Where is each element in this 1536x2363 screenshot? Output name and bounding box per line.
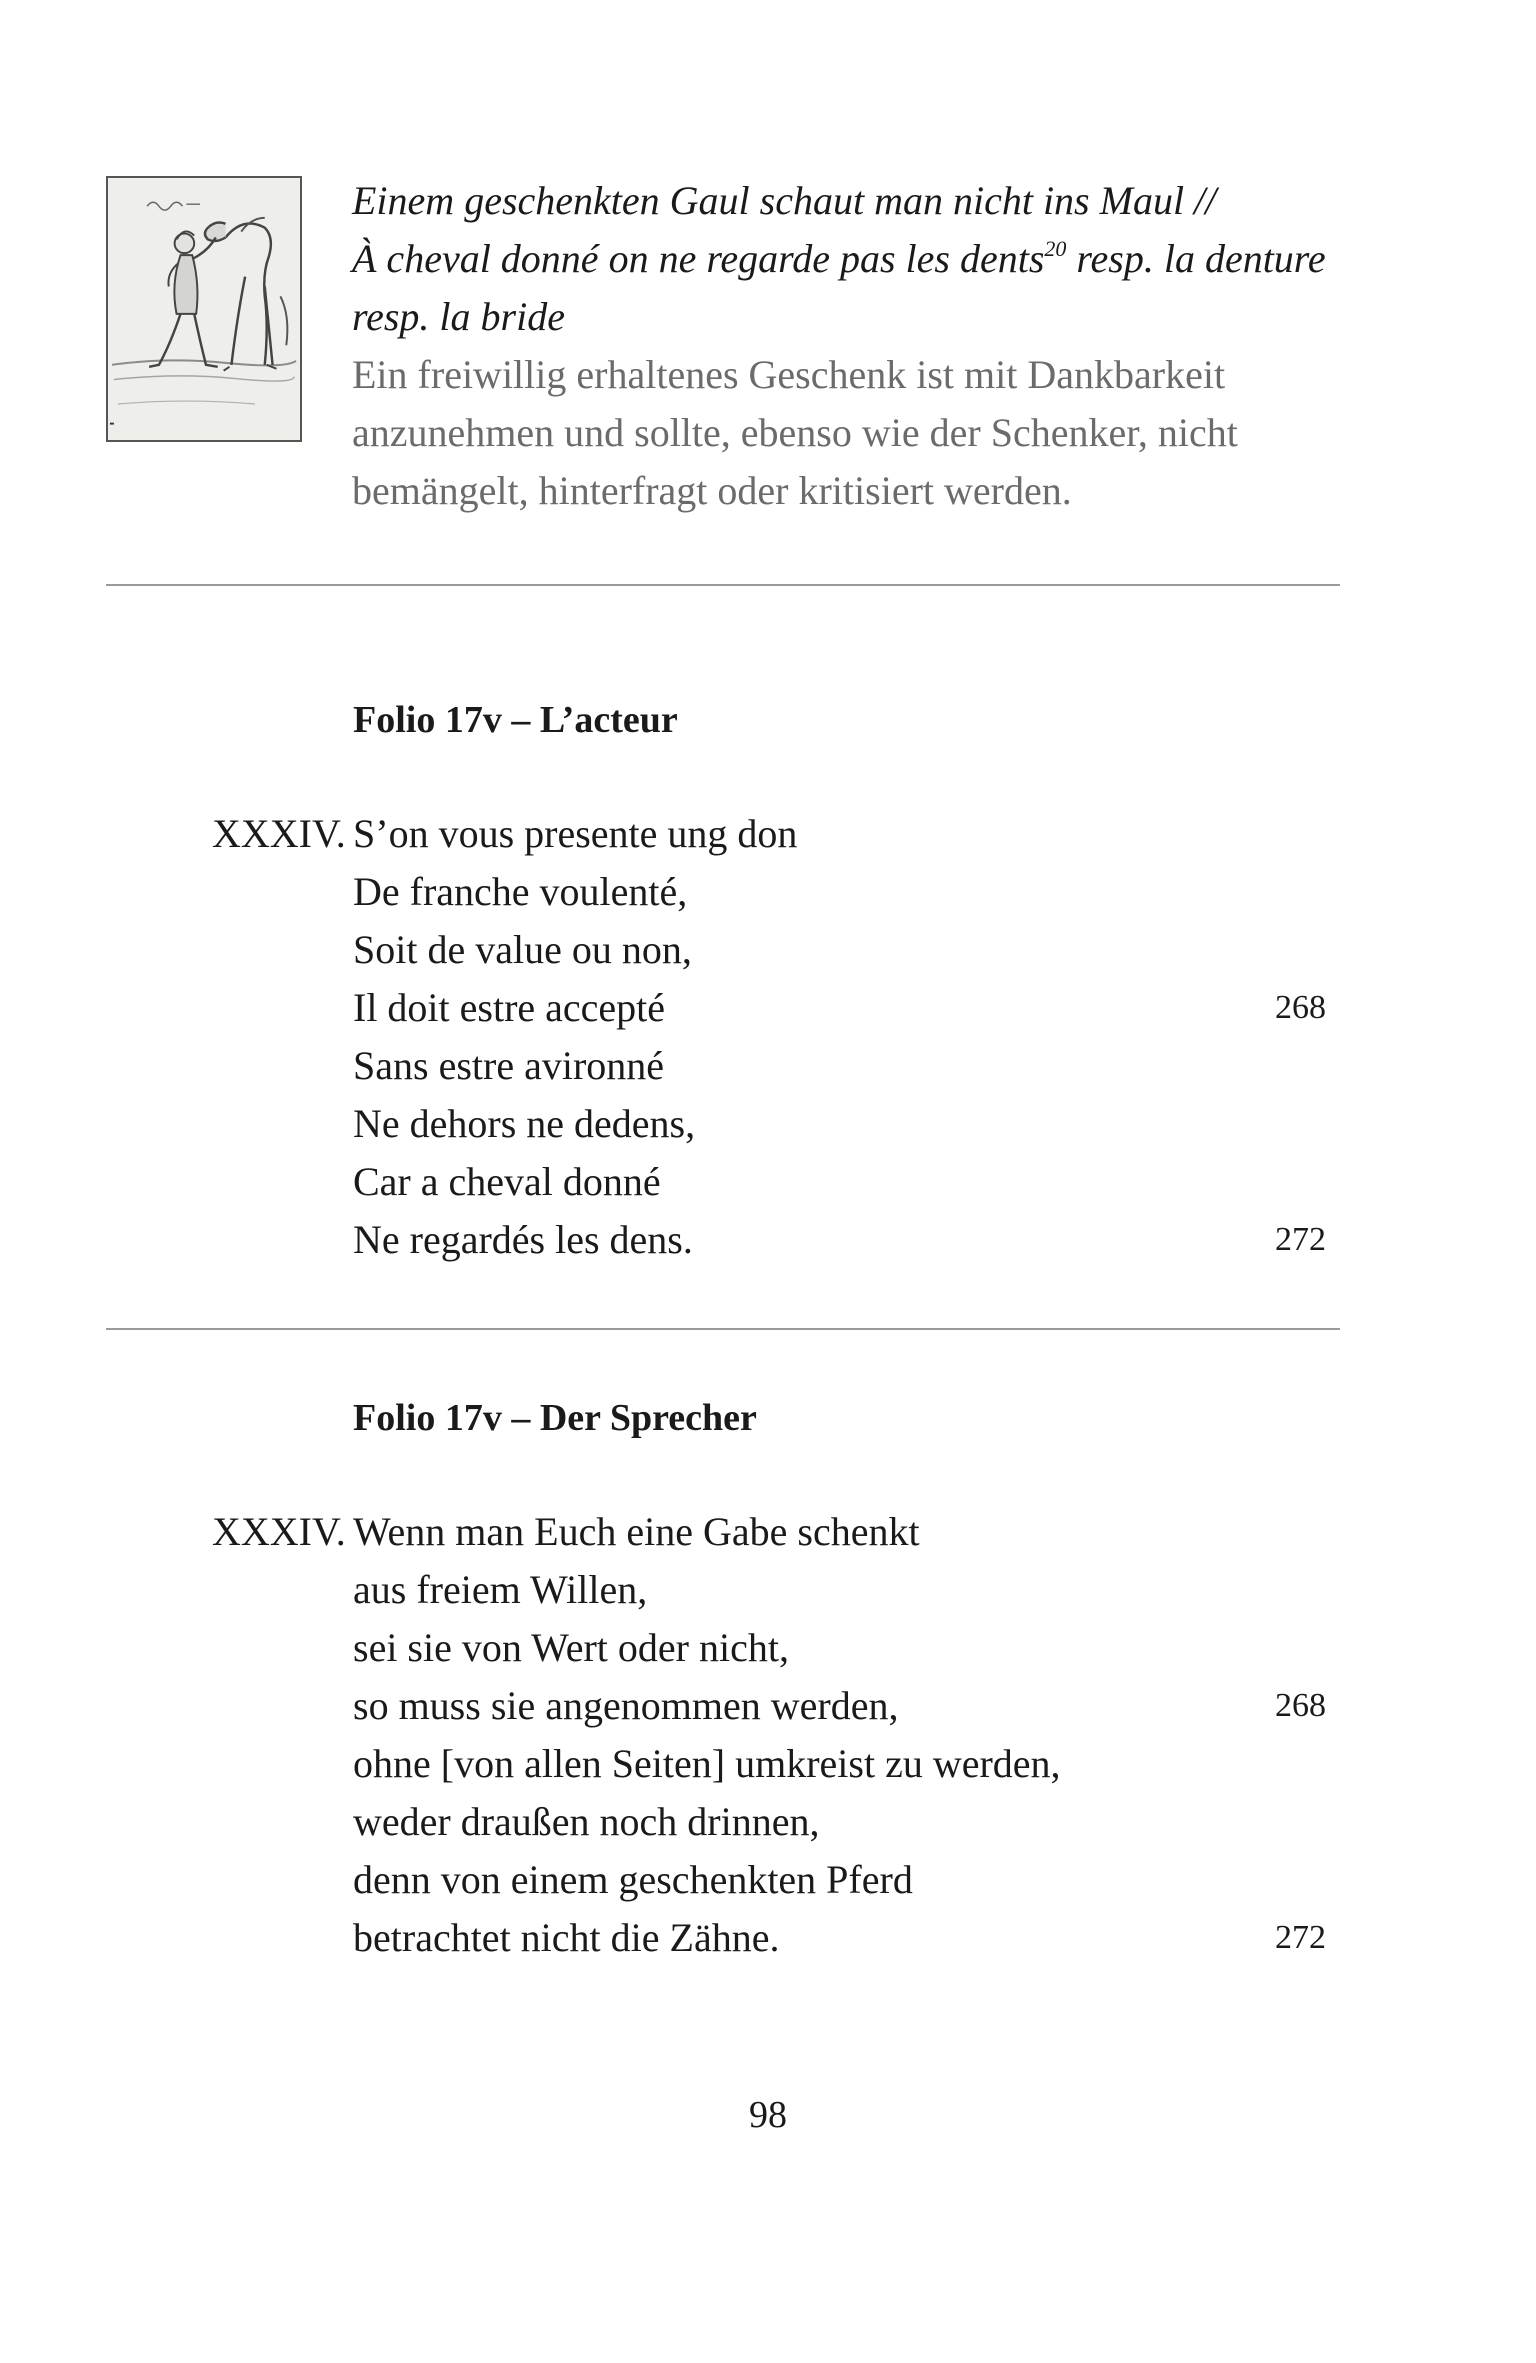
stanza-number: XXXIV. — [212, 1509, 346, 1554]
verse-text: Soit de value ou non, — [353, 927, 692, 972]
verse-line — [212, 1909, 1342, 1967]
verse-text: Ne regardés les dens. — [353, 1217, 693, 1262]
verse-text: sei sie von Wert oder nicht, — [353, 1625, 789, 1670]
verse-line — [212, 1503, 1342, 1561]
verse-line — [212, 1561, 1342, 1619]
verse-text: S’on vous presente ung don — [353, 811, 798, 856]
verse-text: betrachtet nicht die Zähne. — [353, 1915, 780, 1960]
proverb-french-variant: resp. la denture — [1066, 236, 1326, 281]
verse-line — [212, 1677, 1342, 1735]
divider — [106, 584, 1340, 586]
verse-line — [212, 805, 1342, 863]
proverb-french-variant-2: resp. la bride — [352, 294, 565, 339]
verse-line — [212, 921, 1342, 979]
line-number: 272 — [1275, 1919, 1326, 1956]
verse-line — [212, 1153, 1342, 1211]
verse-line — [212, 1793, 1342, 1851]
stanza-number: XXXIV. — [212, 811, 346, 856]
section-heading-sprecher: Folio 17v – Der Sprecher — [353, 1397, 757, 1439]
verse-text: so muss sie angenommen werden, — [353, 1683, 899, 1728]
verse-text: Wenn man Euch eine Gabe schenkt — [353, 1509, 920, 1554]
stanza-french — [212, 805, 1342, 1269]
verse-text: De franche voulenté, — [353, 869, 688, 914]
manuscript-illustration — [106, 176, 302, 442]
proverb-french-text: À cheval donné on ne regarde pas les dents — [352, 236, 1045, 281]
verse-line — [212, 1211, 1342, 1269]
verse-text: Il doit estre accepté — [353, 985, 666, 1030]
verse-line — [212, 1095, 1342, 1153]
line-number: 272 — [1275, 1221, 1326, 1258]
verse-text: Car a cheval donné — [353, 1159, 661, 1204]
proverb-explanation-line: bemängelt, hinterfragt oder kritisiert werden. — [352, 468, 1072, 513]
footnote-ref[interactable]: 20 — [1044, 235, 1067, 261]
verse-text: Sans estre avironné — [353, 1043, 665, 1088]
section-heading-acteur: Folio 17v – L’acteur — [353, 699, 678, 741]
man-with-horse-icon — [108, 178, 300, 440]
verse-line — [212, 979, 1342, 1037]
proverb-explanation-line: Ein freiwillig erhaltenes Geschenk ist mit Dankbarkeit — [352, 352, 1226, 397]
proverb-block — [352, 172, 1352, 520]
verse-line — [212, 1619, 1342, 1677]
verse-line — [212, 1037, 1342, 1095]
line-number: 268 — [1275, 1687, 1326, 1724]
verse-line — [212, 1735, 1342, 1793]
verse-text: aus freiem Willen, — [353, 1567, 648, 1612]
proverb-german: Einem geschenkten Gaul schaut man nicht ins Maul // — [352, 178, 1217, 223]
verse-text: denn von einem geschenkten Pferd — [353, 1857, 913, 1902]
verse-text: ohne [von allen Seiten] umkreist zu werden, — [353, 1741, 1061, 1786]
page-number: 98 — [749, 2094, 787, 2136]
verse-line — [212, 863, 1342, 921]
verse-line — [212, 1851, 1342, 1909]
proverb-explanation-line: anzunehmen und sollte, ebenso wie der Schenker, nicht — [352, 410, 1238, 455]
stanza-german — [212, 1503, 1342, 1967]
verse-text: weder draußen noch drinnen, — [353, 1799, 820, 1844]
divider — [106, 1328, 1340, 1330]
proverb-french — [352, 230, 1352, 288]
line-number: 268 — [1275, 989, 1326, 1026]
verse-text: Ne dehors ne dedens, — [353, 1101, 696, 1146]
